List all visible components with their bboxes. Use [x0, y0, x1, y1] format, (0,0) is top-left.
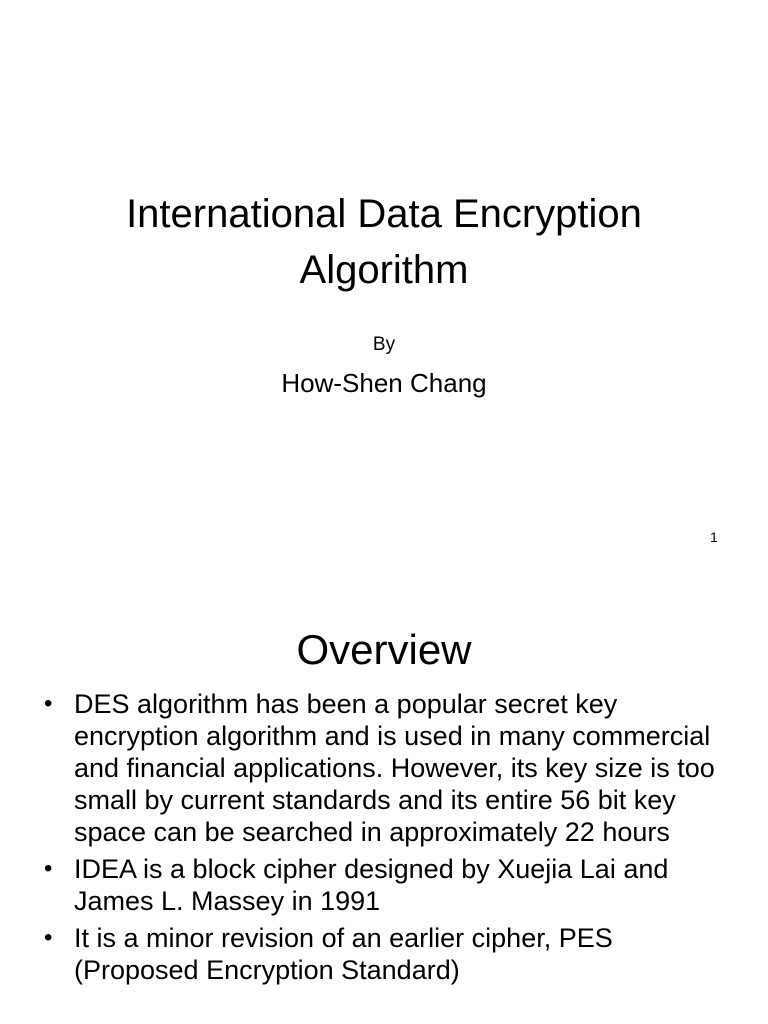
bullet-icon: •	[44, 855, 53, 882]
bullet-icon: •	[44, 924, 53, 951]
bullet-icon: •	[44, 690, 53, 717]
bullet-list	[44, 688, 734, 991]
bullet-item	[44, 688, 734, 848]
bullet-text: It is a minor revision of an earlier cipher, PES (Proposed Encryption Standard)	[74, 923, 613, 985]
by-label: By	[372, 334, 396, 355]
bullet-text: DES algorithm has been a popular secret key encryption algorithm and is used in many commercial and financial applications. However, its key size is too small by current standards and its entire 56 bit key space can be searched in approximately 22 hours	[74, 689, 715, 847]
slide-overview	[0, 576, 768, 1024]
title-line-2: Algorithm	[299, 248, 469, 292]
bullet-item	[44, 922, 734, 986]
bullet-item	[44, 853, 734, 917]
slide-title-heading	[0, 186, 768, 298]
overview-heading: Overview	[296, 626, 472, 673]
author-name: How-Shen Chang	[281, 368, 487, 398]
page-number: 1	[710, 529, 718, 545]
title-line-1: International Data Encryption	[126, 192, 642, 236]
bullet-text: IDEA is a block cipher designed by Xuejia Lai and James L. Massey in 1991	[74, 854, 669, 916]
